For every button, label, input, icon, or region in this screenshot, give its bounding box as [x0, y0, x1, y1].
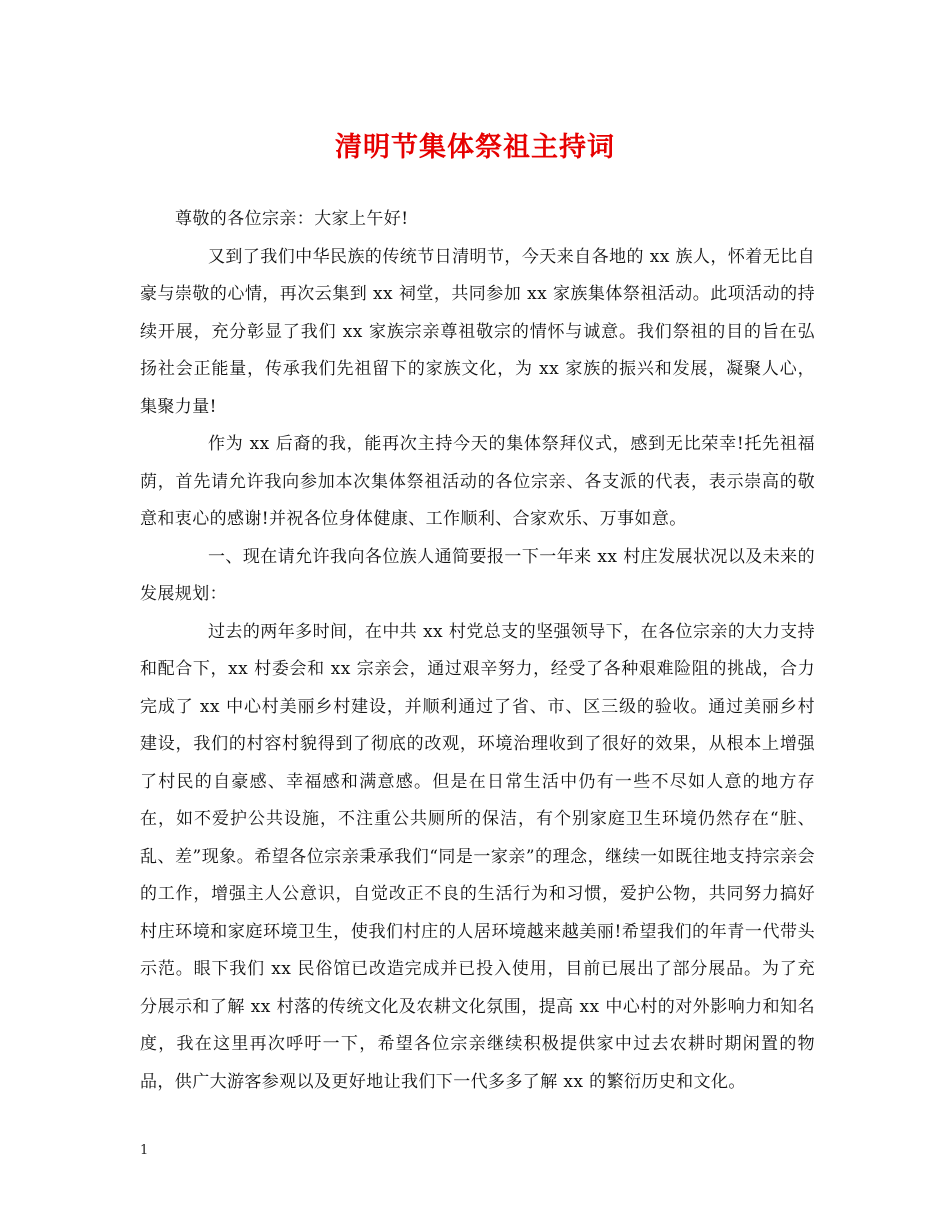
page-number: 1	[140, 1143, 149, 1158]
salutation-paragraph: 尊敬的各位宗亲：大家上午好!	[175, 209, 409, 229]
body-paragraph-2: 作为 xx 后裔的我，能再次主持今天的集体祭拜仪式，感到无比荣幸!托先祖福荫，首先请允许我向参加本次集体祭祖活动的各位宗亲、各支派的代表，表示崇高的敬意和衷心的感谢!并祝各位身体健康、工作顺利、合家欢乐、万事如意。	[140, 434, 815, 529]
document-title: 清明节集体祭祖主持词	[335, 132, 615, 163]
document-body	[140, 201, 815, 1101]
body-paragraph-3: 一、现在请允许我向各位族人通简要报一下一年来 xx 村庄发展状况以及未来的发展规划：	[140, 546, 815, 604]
body-paragraph-4: 过去的两年多时间，在中共 xx 村党总支的坚强领导下，在各位宗亲的大力支持和配合下，xx 村委会和 xx 宗亲会，通过艰辛努力，经受了各种艰难险阻的挑战，合力完成了 xx 中心村美丽乡村建设，并顺利通过了省、市、区三级的验收。通过美丽乡村建设，我们的村容村貌得到了彻底的改观，环境治理收到了很好的效果，从根本上增强了村民的自豪感、幸福感和满意感。但是在日常生活中仍有一些不尽如人意的地方存在，如不爱护公共设施，不注重公共厕所的保洁，有个别家庭卫生环境仍然存在“脏、乱、差”现象。希望各位宗亲秉承我们“同是一家亲”的理念，继续一如既往地支持宗亲会的工作，增强主人公意识，自觉改正不良的生活行为和习惯，爱护公物，共同努力搞好村庄环境和家庭环境卫生，使我们村庄的人居环境越来越美丽!希望我们的年青一代带头示范。眼下我们 xx 民俗馆已改造完成并已投入使用，目前已展出了部分展品。为了充分展示和了解 xx 村落的传统文化及农耕文化氛围，提高 xx 中心村的对外影响力和知名度，我在这里再次呼吁一下，希望各位宗亲继续积极提供家中过去农耕时期闲置的物品，供广大游客参观以及更好地让我们下一代多多了解 xx 的繁衍历史和文化。	[140, 621, 815, 1092]
body-paragraph-1: 又到了我们中华民族的传统节日清明节，今天来自各地的 xx 族人，怀着无比自豪与崇敬的心情，再次云集到 xx 祠堂，共同参加 xx 家族集体祭祖活动。此项活动的持续开展，充分彰显了我们 xx 家族宗亲尊祖敬宗的情怀与诚意。我们祭祖的目的旨在弘扬社会正能量，传承我们先祖留下的家族文化，为 xx 家族的振兴和发展，凝聚人心，集聚力量!	[140, 246, 815, 417]
